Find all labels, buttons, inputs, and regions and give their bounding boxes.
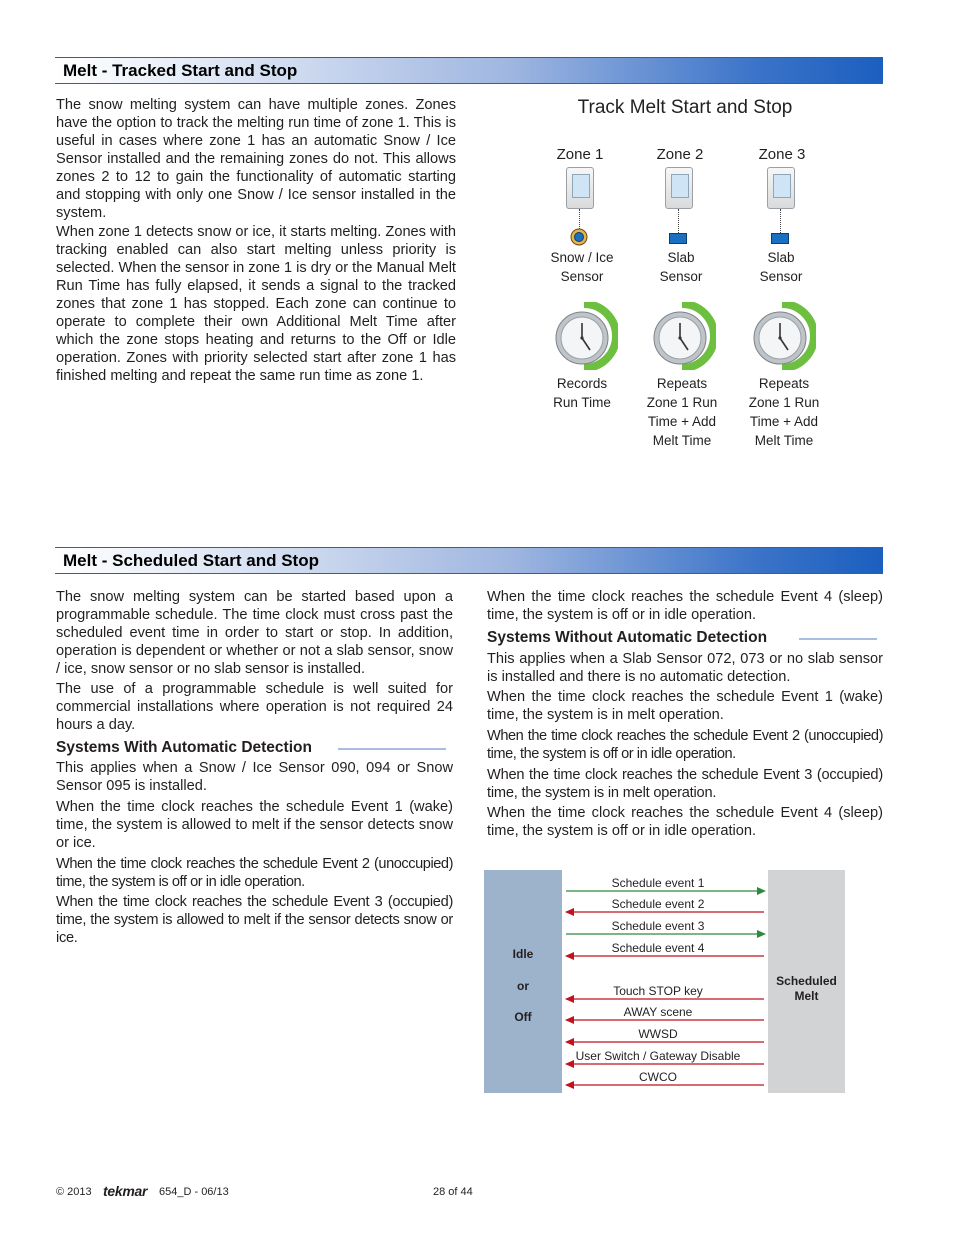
state-label: or bbox=[517, 978, 529, 993]
arrowhead bbox=[565, 1038, 574, 1046]
transition-label: Schedule event 1 bbox=[611, 876, 705, 890]
caption-line: Run Time bbox=[553, 395, 611, 410]
state-label: Idle bbox=[512, 947, 534, 961]
transition-label: Schedule event 4 bbox=[611, 941, 705, 955]
arrowhead bbox=[565, 952, 574, 960]
arrowhead bbox=[565, 995, 574, 1003]
caption-line: Repeats bbox=[758, 376, 810, 391]
transition-label: WWSD bbox=[638, 1027, 678, 1041]
scheduled-paragraph: This applies when a Slab Sensor 072, 073 or no slab sensor is installed and there is no automatic detection. bbox=[487, 651, 883, 685]
footer-copyright: © 2013 bbox=[56, 1186, 92, 1198]
figure-title: Track Melt Start and Stop bbox=[577, 97, 793, 118]
scheduled-paragraph: When the time clock reaches the schedule Event 3 (occupied) time, the system is in melt operation. bbox=[487, 767, 883, 801]
scheduled-paragraph: When the time clock reaches the schedule Event 4 (sleep) time, the system is off or in idle operation. bbox=[487, 805, 883, 839]
transition-label: Touch STOP key bbox=[613, 984, 703, 998]
caption-line: Melt Time bbox=[652, 433, 712, 448]
transition-label: AWAY scene bbox=[623, 1005, 693, 1019]
transition-label: CWCO bbox=[639, 1070, 677, 1084]
state-label: Off bbox=[514, 1010, 532, 1024]
transition-label: User Switch / Gateway Disable bbox=[575, 1049, 741, 1063]
arrowhead bbox=[565, 1060, 574, 1068]
zone-2-label: Zone 2 bbox=[656, 146, 704, 163]
state-label: Melt bbox=[794, 989, 819, 1003]
section-title: Melt - Scheduled Start and Stop bbox=[63, 551, 319, 570]
tekmar-logo: tekmar bbox=[103, 1183, 148, 1199]
arrowhead bbox=[757, 887, 766, 895]
subheading-no-auto-detection: Systems Without Automatic Detection bbox=[487, 629, 768, 646]
subheading-auto-detection: Systems With Automatic Detection bbox=[56, 739, 312, 756]
caption-line: Time + Add bbox=[647, 414, 717, 429]
scheduled-paragraph: The use of a programmable schedule is well suited for commercial installations where operation is not required 24 hours a day. bbox=[56, 681, 453, 733]
caption-line: Snow / Ice bbox=[550, 250, 614, 265]
scheduled-paragraph: This applies when a Snow / Ice Sensor 090, 094 or Snow Sensor 095 is installed. bbox=[56, 760, 453, 794]
state-label: Scheduled bbox=[776, 974, 837, 988]
caption-line: Slab bbox=[767, 250, 795, 265]
arrowhead bbox=[565, 908, 574, 916]
caption-line: Slab bbox=[667, 250, 695, 265]
section-title: Melt - Tracked Start and Stop bbox=[63, 61, 298, 80]
transition-label: Schedule event 3 bbox=[611, 919, 705, 933]
scheduled-paragraph: When the time clock reaches the schedule Event 1 (wake) time, the system is allowed to melt if the sensor detects snow or ice. bbox=[56, 799, 453, 851]
zone-1-label: Zone 1 bbox=[556, 146, 604, 163]
scheduled-paragraph: When the time clock reaches the schedule Event 4 (sleep) time, the system is off or in idle operation. bbox=[487, 589, 883, 623]
caption-line: Sensor bbox=[560, 269, 604, 284]
caption-line: Zone 1 Run bbox=[748, 395, 820, 410]
caption-line: Sensor bbox=[759, 269, 803, 284]
tracked-paragraph-2: When zone 1 detects snow or ice, it starts melting. Zones with tracking enabled can also start melting unless priority is selected. When the sensor in zone 1 is dry or the Manual Melt Run Time has fully elapsed, it sends a signal to the tracked zones that zone 1 has stopped. Each zone can continue to operate to complete their own Additional Melt Time after which the zone stops heating and returns to the Off or Idle operation. Zones with priority selected start after zone 1 has finished melting and repeat the same run time as zone 1. bbox=[56, 224, 456, 384]
caption-line: Repeats bbox=[656, 376, 708, 391]
tracked-paragraph-1: The snow melting system can have multiple zones. Zones have the option to track the melting run time of zone 1. This is useful in cases where zone 1 has an automatic Snow / Ice Sensor installed and the remaining zones do not. This allows zones 2 to 12 to gain the functionality of automatic starting and stopping with only one Snow / Ice sensor installed in the system. bbox=[56, 97, 456, 221]
scheduled-paragraph: When the time clock reaches the schedule Event 3 (occupied) time, the system is allowed to melt if the sensor detects snow or ice. bbox=[56, 894, 453, 946]
caption-line: Zone 1 Run bbox=[646, 395, 718, 410]
scheduled-paragraph: When the time clock reaches the schedule Event 2 (unoccupied) time, the system is off or in idle operation. bbox=[56, 856, 453, 890]
arrowhead bbox=[757, 930, 766, 938]
arrowhead bbox=[565, 1081, 574, 1089]
zone-3-label: Zone 3 bbox=[758, 146, 806, 163]
scheduled-paragraph: The snow melting system can be started based upon a programmable schedule. The time clock must cross past the scheduled event time in order to start or stop. In addition, operation is dependent or whether or not a slab sensor, snow / ice, snow sensor or no slab sensor is installed. bbox=[56, 589, 453, 677]
scheduled-paragraph: When the time clock reaches the schedule Event 1 (wake) time, the system is in melt operation. bbox=[487, 689, 883, 723]
transition-label: Schedule event 2 bbox=[611, 897, 705, 911]
caption-line: Records bbox=[556, 376, 608, 391]
caption-line: Time + Add bbox=[749, 414, 819, 429]
footer-doc-id: 654_D - 06/13 bbox=[159, 1186, 229, 1198]
scheduled-paragraph: When the time clock reaches the schedule Event 2 (unoccupied) time, the system is off or in idle operation. bbox=[487, 728, 883, 762]
arrowhead bbox=[565, 1016, 574, 1024]
caption-line: Sensor bbox=[659, 269, 703, 284]
caption-line: Melt Time bbox=[754, 433, 814, 448]
footer-page-number: 28 of 44 bbox=[433, 1186, 473, 1198]
